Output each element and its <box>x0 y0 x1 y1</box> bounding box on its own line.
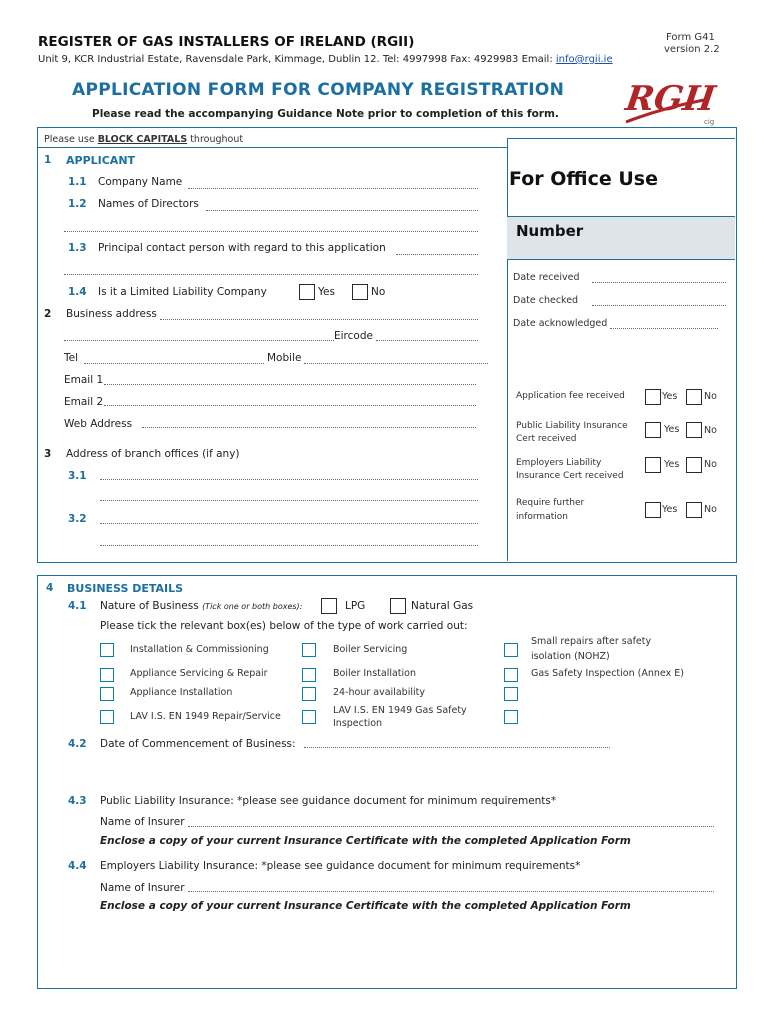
enclose-note-2: Enclose a copy of your current Insurance Certificate with the completed Application Form <box>100 900 631 912</box>
enclose-note-1: Enclose a copy of your current Insurance Certificate with the completed Application Form <box>100 835 631 847</box>
further-info-label-2: information <box>516 512 568 522</box>
work-boiler-servicing-checkbox[interactable] <box>302 643 316 657</box>
field-4-1-number: 4.1 <box>68 600 87 612</box>
email1-input[interactable] <box>104 384 476 385</box>
nature-of-business-label: Nature of Business (Tick one or both boxes): <box>100 600 303 612</box>
directors-input[interactable] <box>206 210 478 211</box>
work-appliance-installation-label: Appliance Installation <box>130 687 233 698</box>
app-fee-label: Application fee received <box>516 391 625 401</box>
field-3-1-number: 3.1 <box>68 470 87 482</box>
field-1-1-number: 1.1 <box>68 176 87 188</box>
work-lav-inspection-label: LAV I.S. EN 1949 Gas Safety <box>333 705 467 716</box>
commencement-label: Date of Commencement of Business: <box>100 738 296 750</box>
company-name-label: Company Name <box>98 176 183 188</box>
lpg-checkbox[interactable] <box>321 598 337 614</box>
further-info-label: Require further <box>516 498 585 508</box>
intro-note: Please use BLOCK CAPITALS throughout <box>44 134 244 145</box>
section-1-number: 1 <box>44 154 52 166</box>
app-fee-yes-checkbox[interactable] <box>645 389 661 405</box>
business-address-input-line2[interactable] <box>64 340 334 341</box>
date-checked-input[interactable] <box>592 305 726 306</box>
work-boiler-installation-label: Boiler Installation <box>333 668 416 679</box>
logo-sub: cig <box>704 118 715 126</box>
eircode-label: Eircode <box>334 330 373 342</box>
date-received-input[interactable] <box>592 282 726 283</box>
limited-yes-checkbox[interactable] <box>299 284 315 300</box>
app-fee-no-label: No <box>704 391 717 402</box>
limited-no-checkbox[interactable] <box>352 284 368 300</box>
commencement-input[interactable] <box>304 747 610 748</box>
public-liability-no-label: No <box>704 425 717 436</box>
work-lav-inspection-label-2: Inspection <box>333 718 383 729</box>
employers-liability-no-checkbox[interactable] <box>686 457 702 473</box>
work-small-repairs-label: Small repairs after safety <box>531 636 652 647</box>
further-info-no-label: No <box>704 504 717 515</box>
business-address-label: Business address <box>66 308 157 320</box>
email1-label: Email 1 <box>64 374 104 386</box>
date-ack-input[interactable] <box>610 328 718 329</box>
logo-text: RGII <box>623 79 718 119</box>
section-4-number: 4 <box>46 582 54 594</box>
work-24h-checkbox[interactable] <box>302 687 316 701</box>
work-appliance-installation-checkbox[interactable] <box>100 687 114 701</box>
employers-liability-insurance-label: Employers Liability Insurance: *please see guidance document for minimum requirements* <box>100 860 581 872</box>
branch-3-2-input[interactable] <box>100 523 478 524</box>
web-address-label: Web Address <box>64 418 133 430</box>
office-number-label: Number <box>516 222 584 240</box>
insurer-2-input[interactable] <box>188 891 714 892</box>
tel-input[interactable] <box>84 363 264 364</box>
date-ack-label: Date acknowledged <box>513 318 608 329</box>
work-lav-repair-checkbox[interactable] <box>100 710 114 724</box>
insurer-1-input[interactable] <box>188 826 714 827</box>
company-name-input[interactable] <box>188 188 478 189</box>
work-gas-safety-checkbox[interactable] <box>504 668 518 682</box>
branch-3-1-input[interactable] <box>100 479 478 480</box>
section-2-number: 2 <box>44 308 52 320</box>
directors-label: Names of Directors <box>98 198 199 210</box>
app-fee-no-checkbox[interactable] <box>686 389 702 405</box>
form-title: APPLICATION FORM FOR COMPANY REGISTRATION <box>72 80 565 100</box>
employers-liability-label: Employers Liability <box>516 458 602 468</box>
branch-3-1-input-line2[interactable] <box>100 500 478 501</box>
business-address-input[interactable] <box>160 319 478 320</box>
email2-label: Email 2 <box>64 396 104 408</box>
work-lav-repair-label: LAV I.S. EN 1949 Repair/Service <box>130 711 281 722</box>
eircode-input[interactable] <box>376 340 478 341</box>
directors-input-line2[interactable] <box>64 231 478 232</box>
employers-liability-no-label: No <box>704 459 717 470</box>
date-received-label: Date received <box>513 272 580 283</box>
field-1-4-number: 1.4 <box>68 286 87 298</box>
work-gas-safety-label: Gas Safety Inspection (Annex E) <box>531 668 684 679</box>
branch-offices-label: Address of branch offices (if any) <box>66 448 240 460</box>
limited-no-label: No <box>371 286 386 298</box>
date-checked-label: Date checked <box>513 295 579 306</box>
work-small-repairs-checkbox[interactable] <box>504 643 518 657</box>
employers-liability-yes-checkbox[interactable] <box>645 457 661 473</box>
limited-company-label: Is it a Limited Liability Company <box>98 286 267 298</box>
work-installation-label: Installation & Commissioning <box>130 644 269 655</box>
work-extra-checkbox-1[interactable] <box>504 687 518 701</box>
business-heading: BUSINESS DETAILS <box>67 582 184 595</box>
email-link[interactable]: info@rgii.ie <box>555 54 613 65</box>
tick-prompt: Please tick the relevant box(es) below of the type of work carried out: <box>100 620 468 632</box>
field-4-3-number: 4.3 <box>68 795 87 807</box>
natural-gas-checkbox[interactable] <box>390 598 406 614</box>
work-appliance-servicing-checkbox[interactable] <box>100 668 114 682</box>
field-1-2-number: 1.2 <box>68 198 87 210</box>
email2-input[interactable] <box>104 405 476 406</box>
form-id: Form G41 <box>666 32 715 43</box>
insurer-2-label: Name of Insurer <box>100 882 185 894</box>
org-title: REGISTER OF GAS INSTALLERS OF IRELAND (RGII) <box>38 34 415 50</box>
form-subtitle: Please read the accompanying Guidance Note prior to completion of this form. <box>92 108 559 120</box>
mobile-label: Mobile <box>267 352 302 364</box>
mobile-input[interactable] <box>304 363 488 364</box>
work-boiler-installation-checkbox[interactable] <box>302 668 316 682</box>
address-text: Unit 9, KCR Industrial Estate, Ravensdale Park, Kimmage, Dublin 12. Tel: 4997998 Fax: 4929983 Email: <box>38 54 553 65</box>
public-liability-insurance-label: Public Liability Insurance: *please see guidance document for minimum requirements* <box>100 795 557 807</box>
form-version: version 2.2 <box>664 44 720 55</box>
field-4-2-number: 4.2 <box>68 738 87 750</box>
natural-gas-label: Natural Gas <box>411 600 474 612</box>
limited-yes-label: Yes <box>318 286 335 298</box>
section-3-number: 3 <box>44 448 52 460</box>
public-liability-label-2: Cert received <box>516 434 577 444</box>
work-24h-label: 24-hour availability <box>333 687 425 698</box>
lpg-label: LPG <box>345 600 366 612</box>
employers-liability-yes-label: Yes <box>664 459 680 470</box>
work-extra-checkbox-2[interactable] <box>504 710 518 724</box>
org-address <box>38 54 613 65</box>
rgii-logo <box>622 70 722 132</box>
further-info-yes-label: Yes <box>662 504 678 515</box>
contact-person-input[interactable] <box>396 254 478 255</box>
work-lav-inspection-checkbox[interactable] <box>302 710 316 724</box>
public-liability-label: Public Liability Insurance <box>516 421 628 431</box>
office-use-title: For Office Use <box>509 168 658 190</box>
app-fee-yes-label: Yes <box>662 391 678 402</box>
tel-label: Tel <box>64 352 79 364</box>
applicant-heading: APPLICANT <box>66 154 136 167</box>
branch-3-2-input-line2[interactable] <box>100 545 478 546</box>
work-appliance-servicing-label: Appliance Servicing & Repair <box>130 668 268 679</box>
work-small-repairs-label-2: isolation (NOHZ) <box>531 651 610 662</box>
public-liability-yes-checkbox[interactable] <box>645 422 661 438</box>
further-info-yes-checkbox[interactable] <box>645 502 661 518</box>
contact-person-label: Principal contact person with regard to this application <box>98 242 386 254</box>
public-liability-yes-label: Yes <box>664 424 680 435</box>
work-installation-checkbox[interactable] <box>100 643 114 657</box>
employers-liability-label-2: Insurance Cert received <box>516 471 624 481</box>
contact-person-input-line2[interactable] <box>64 274 478 275</box>
field-3-2-number: 3.2 <box>68 513 87 525</box>
public-liability-no-checkbox[interactable] <box>686 422 702 438</box>
work-boiler-servicing-label: Boiler Servicing <box>333 644 408 655</box>
web-address-input[interactable] <box>142 427 476 428</box>
insurer-1-label: Name of Insurer <box>100 816 185 828</box>
field-4-4-number: 4.4 <box>68 860 87 872</box>
further-info-no-checkbox[interactable] <box>686 502 702 518</box>
field-1-3-number: 1.3 <box>68 242 87 254</box>
